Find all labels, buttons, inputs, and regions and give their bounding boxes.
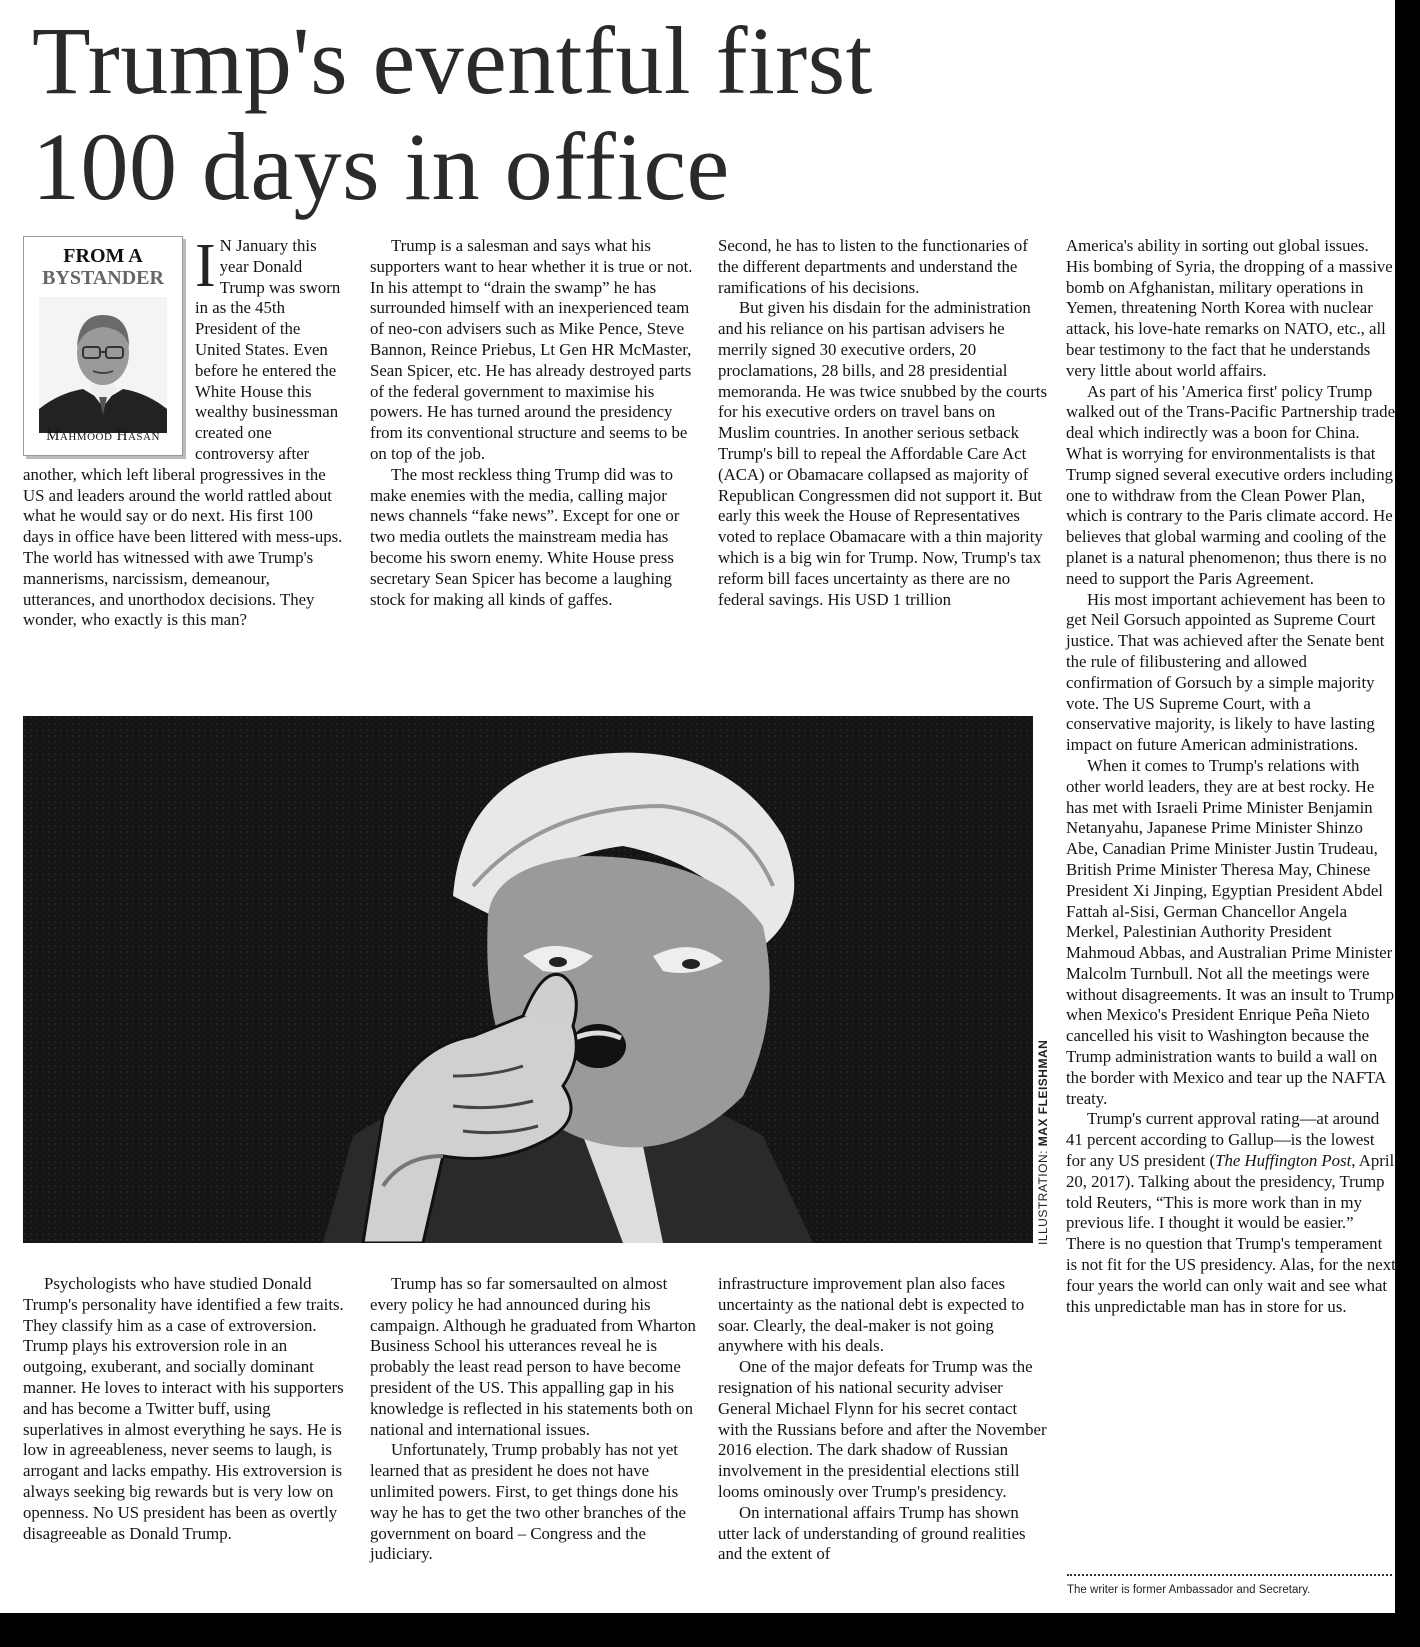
paragraph: One of the major defeats for Trump was the resignation of his national security adviser General Michael Flynn for his secret contact with the Russians before and after the November 2016 election. The dark shadow of Russian involvement in the presidential elections still looms ominously over Trump's presidency.	[718, 1357, 1047, 1501]
byline-kicker	[24, 245, 182, 289]
headline-line-1: Trump's eventful first	[32, 7, 873, 114]
paragraph: Second, he has to listen to the functionaries of the different departments and understand the ramifications of his decisions.	[718, 236, 1028, 297]
column-4	[1066, 236, 1396, 1317]
paragraph: As part of his 'America first' policy Trump walked out of the Trans-Pacific Partnership trade deal which indirectly was a boon for China. What is worrying for environmentalists is that Trump signed several executive orders including one to withdraw from the Clean Power Plan, which is contrary to the Paris climate accord. He believes that global warming and cooling of the planet is a natural phenomenon; thus there is no need to support the Paris Agreement.	[1066, 381, 1396, 588]
illustration-credit	[1036, 1040, 1050, 1245]
credit-prefix: ILLUSTRATION:	[1036, 1146, 1050, 1245]
author-photo	[39, 297, 167, 433]
column-3-top	[718, 236, 1048, 610]
byline-box	[23, 236, 183, 456]
paragraph	[1066, 1109, 1396, 1317]
column-2-bottom	[370, 1274, 700, 1565]
paragraph: Unfortunately, Trump probably has not yet learned that as president he does not have unlimited powers. First, to get things done his way he has to get the two other branches of the government on board – Congress and the judiciary.	[370, 1440, 686, 1564]
author-footnote: The writer is former Ambassador and Secretary.	[1067, 1584, 1311, 1596]
paragraph: America's ability in sorting out global issues. His bombing of Syria, the dropping of a massive bomb on Afghanistan, military operations in Yemen, threatening North Korea with nuclear attack, his love-hate remarks on NATO, etc., all bear testimony to the fact that he understands very little about world affairs.	[1066, 236, 1393, 380]
divider	[1067, 1574, 1392, 1576]
author-name: Mahmood Hasan	[46, 428, 160, 445]
drop-cap: I	[195, 232, 216, 300]
trump-illustration	[23, 716, 1033, 1243]
paragraph: The most reckless thing Trump did was to make enemies with the media, calling major news channels “fake news”. Except for one or two media outlets the mainstream media has become his sworn enemy. White House press secretary Sean Spicer has become a laughing stock for making all kinds of gaffes.	[370, 464, 680, 609]
column-2-top	[370, 236, 700, 610]
paragraph: On international affairs Trump has shown utter lack of understanding of ground realities and the extent of	[718, 1502, 1026, 1564]
column-3-bottom	[718, 1274, 1048, 1565]
approval-text-start: Trump's current approval rating—at around 41 percent according to Gallup—is the lowest for any US president (	[1066, 1109, 1380, 1171]
paragraph: infrastructure improvement plan also faces uncertainty as the national debt is expected to soar. Clearly, the deal-maker is not going anywhere with his deals.	[718, 1274, 1025, 1356]
credit-name: MAX FLEISHMAN	[1036, 1039, 1050, 1147]
col1-intro-text: N January this year Donald Trump was sworn in as the 45th President of the United States. Even before he entered the White House this wealthy businessman created one controversy after another, which left liberal progressives in the US and leaders around the world rattled about what he would say or do next. His first 100 days in office have been littered with mess-ups. The world has witnessed with awe Trump's mannerisms, narcissism, demeanour, utterances, and unorthodox decisions. They wonder, who exactly is this man?	[23, 236, 343, 630]
paragraph: Trump is a salesman and says what his supporters want to hear whether it is true or not. In his attempt to “drain the swamp” he has surrounded himself with an inexperienced team of neo-con advisers such as Mike Pence, Steve Bannon, Reince Priebus, Lt Gen HR McMaster, Sean Spicer, etc. He has already destroyed parts of the federal government to maximise his powers. He has turned around the presidency from its conventional structure and seems to be on top of the job.	[370, 236, 693, 463]
paragraph: Trump has so far somersaulted on almost every policy he had announced during his campaign. Although he graduated from Wharton Business School his utterances reveal he is probably the least read person to have become president of the US. This appalling gap in his knowledge is reflected in his statements both on national and international issues.	[370, 1274, 696, 1439]
source-title: The Huffington Post	[1215, 1151, 1352, 1171]
byline-kicker-bottom: BYSTANDER	[42, 267, 164, 289]
paragraph: His most important achievement has been to get Neil Gorsuch appointed as Supreme Court justice. That was achieved after the Senate bent the rule of filibustering and allowed confirmation of Gorsuch by a simple majority vote. The US Supreme Court, with a conservative majority, is likely to have lasting impact on future American administrations.	[1066, 589, 1386, 755]
paragraph: But given his disdain for the administration and his reliance on his partisan advisers he merrily signed 30 executive orders, 20 proclamations, 28 bills, and 28 presidential memoranda. He was twice snubbed by the courts for his executive orders on travel bans on Muslim countries. In another serious setback Trump's bill to repeal the Affordable Care Act (ACA) or Obamacare collapsed as majority of Republican Congressmen did not support it. But early this week the House of Representatives voted to replace Obamacare with a thin majority which is a big win for Trump. Now, Trump's tax reform bill faces uncertainty as there are no federal savings. His USD 1 trillion	[718, 298, 1048, 609]
paragraph: When it comes to Trump's relations with other world leaders, they are at best rocky. He has met with Israeli Prime Minister Benjamin Netanyahu, Japanese Prime Minister Shinzo Abe, Canadian Prime Minister Justin Trudeau, British Prime Minister Theresa May, Chinese President Xi Jinping, Egyptian President Abdel Fattah al-Sisi, German Chancellor Angela Merkel, Palestinian Authority President Mahmoud Abbas, and Australian Prime Minister Malcolm Turnbull. Not all the meetings were without disagreements. It was an insult to Trump when Mexico's President Enrique Peña Nieto cancelled his visit to Washington because the Trump administration wants to build a wall on the border with Mexico and tear up the NAFTA treaty.	[1066, 755, 1395, 1108]
pointing-figure-image	[23, 716, 1033, 1243]
byline-kicker-top: FROM A	[63, 245, 143, 267]
headline	[32, 8, 873, 220]
paragraph: Psychologists who have studied Donald Trump's personality have identified a few traits. They classify him as a case of extroversion. Trump plays his extroversion role in an outgoing, exuberant, and socially dominant manner. He loves to interact with his supporters and has become a Twitter buff, using superlatives in almost everything he says. He is low in agreeableness, never seems to laugh, is arrogant and lacks empathy. His extroversion is always seeking big rewards but is very low on openness. No US president has been as overtly disagreeable as Donald Trump.	[23, 1274, 344, 1543]
column-1-top	[23, 232, 343, 631]
column-1-bottom	[23, 1274, 353, 1544]
approval-text-end: , April 20, 2017). Talking about the presidency, Trump told Reuters, “This is more work than in my previous life. I thought it would be easier.” There is no question that Trump's temperament is not fit for the US presidency. Alas, for the next four years the world can only wait and see what this unpredictable man has in store for us.	[1066, 1151, 1396, 1316]
headline-line-2: 100 days in office	[32, 113, 730, 220]
